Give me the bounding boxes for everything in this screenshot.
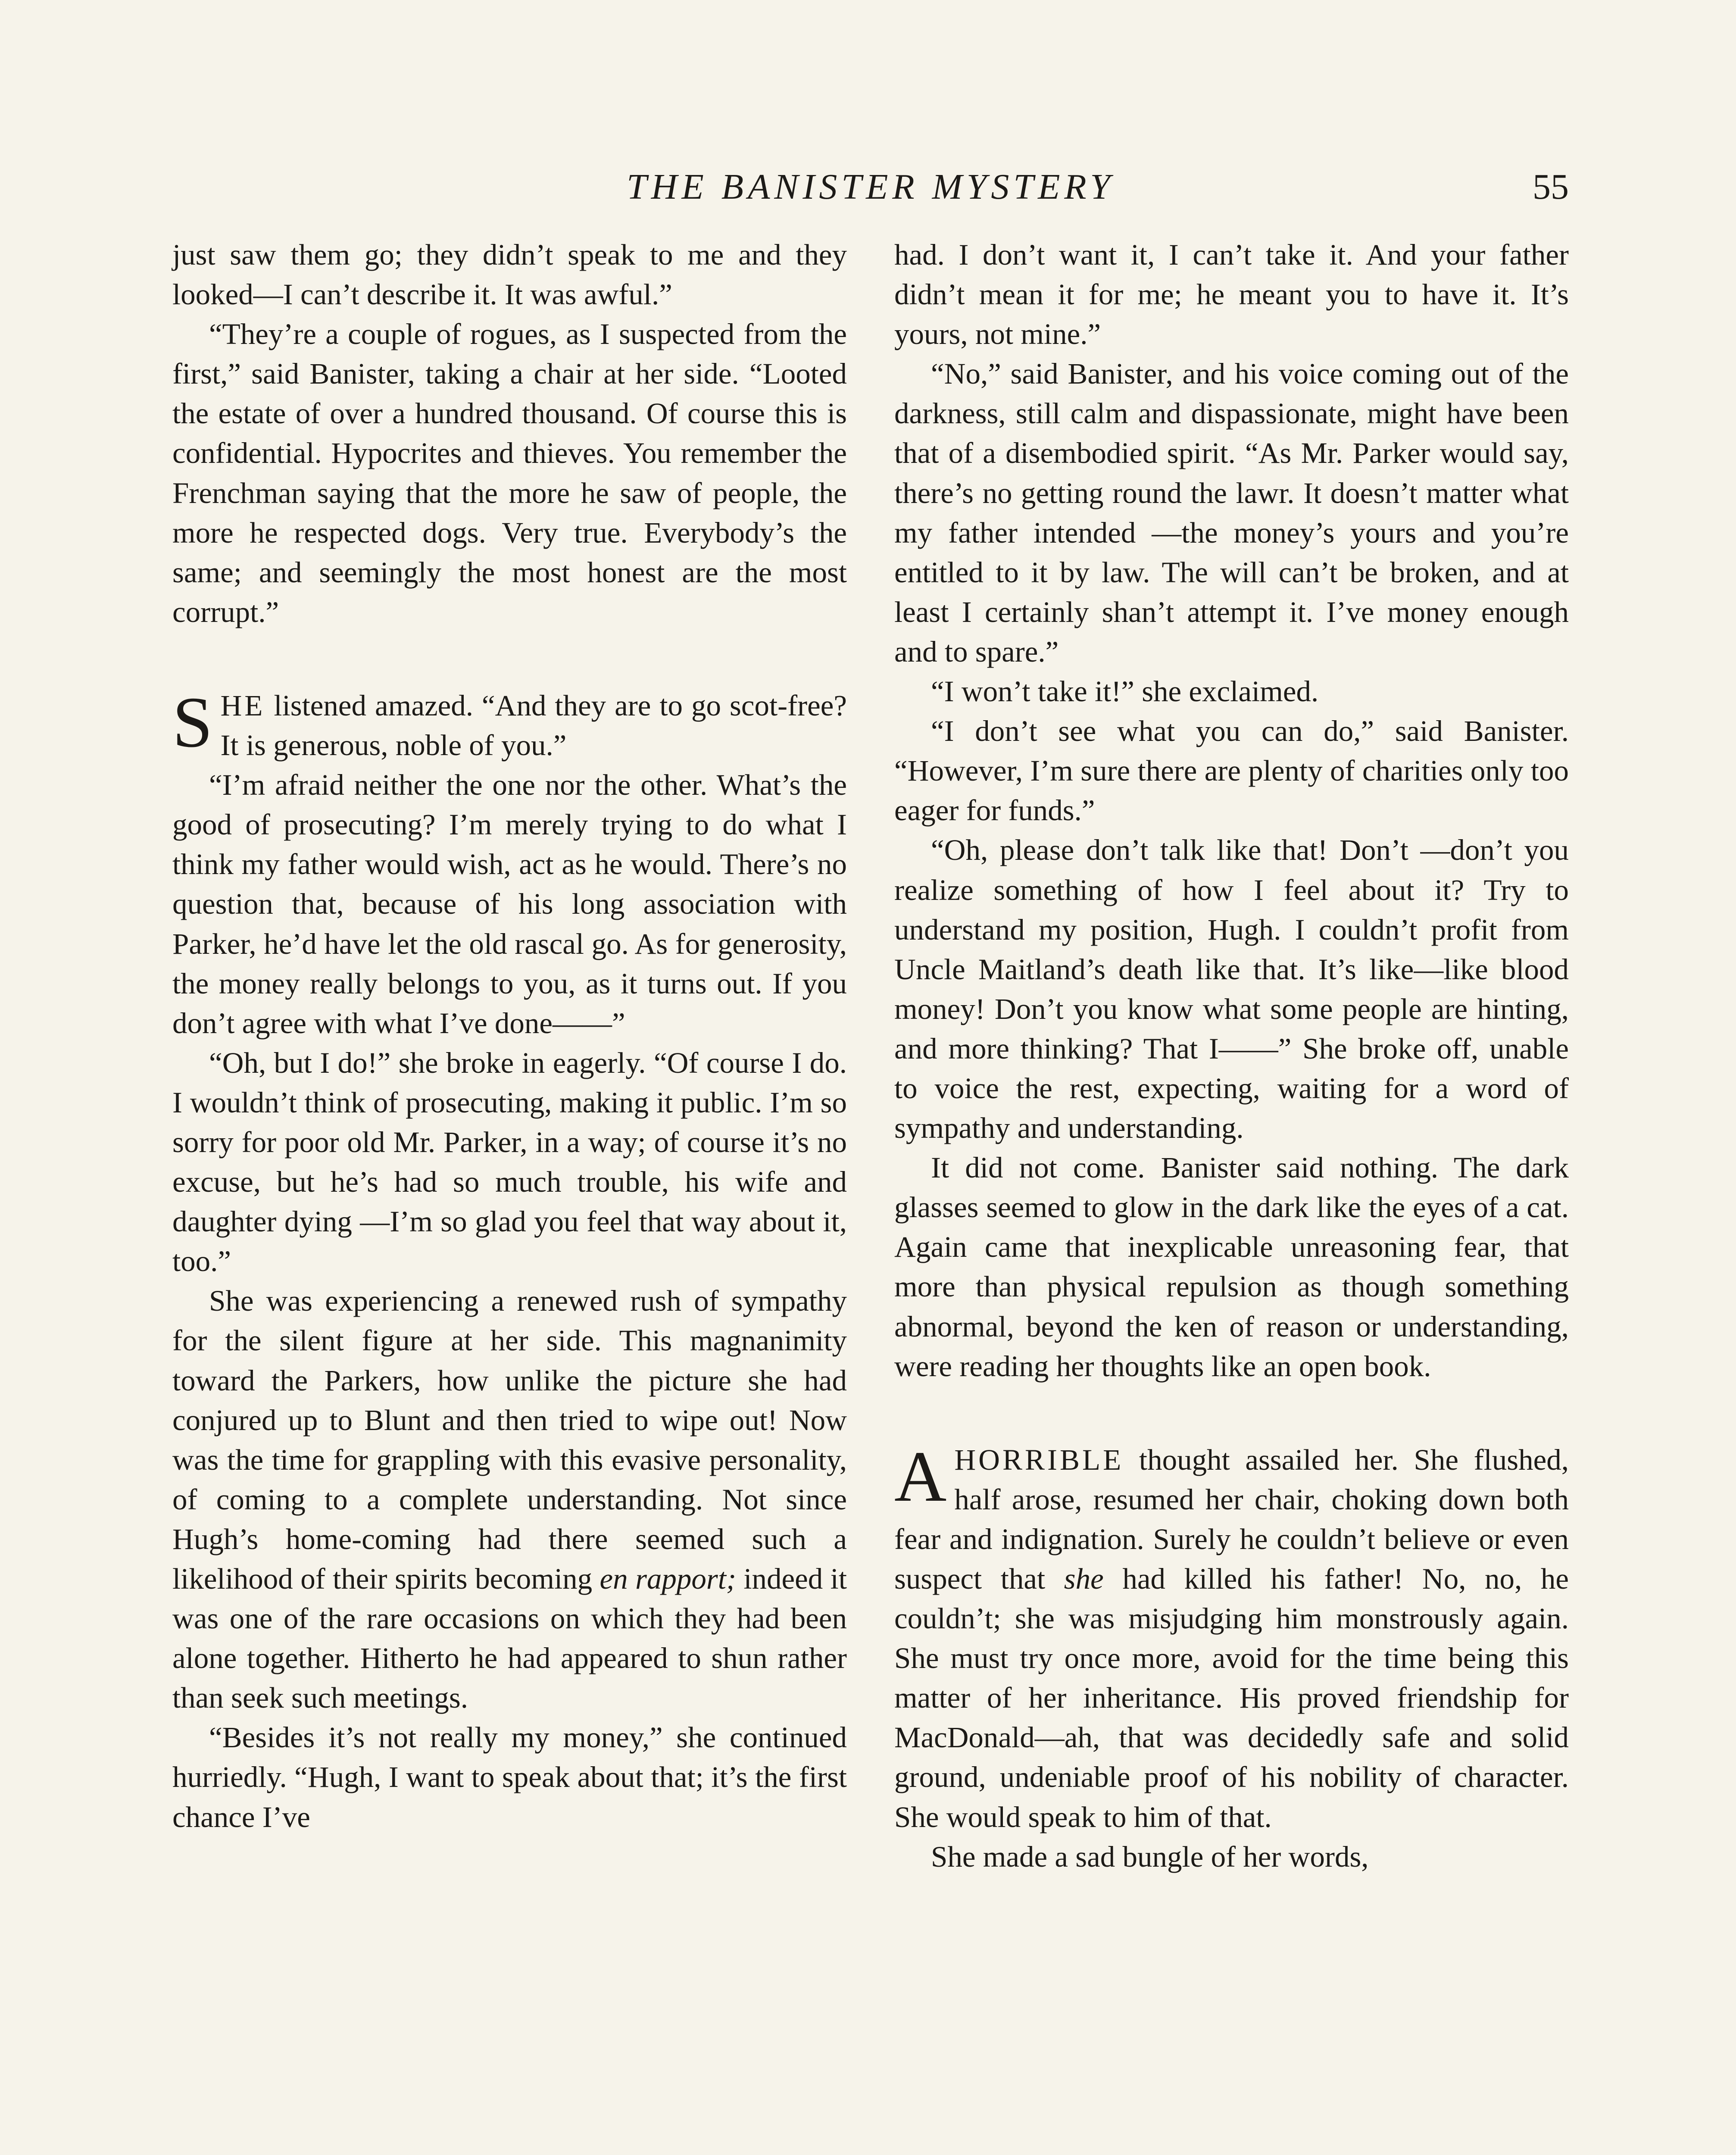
- paragraph-dropcap: [894, 1436, 1569, 1837]
- paragraph: “No,” said Banister, and his voice coming out of the darkness, still calm and dispassionate, might have been that of a disembodied spirit. “As Mr. Parker would say, there’s no getting round the lawr. It doesn’t matter what my father intended —the money’s yours and you’re entitled to it by law. The will can’t be broken, and at least I certainly shan’t attempt it. I’ve money enough and to spare.”: [894, 357, 1569, 668]
- small-caps-lead: HE: [220, 689, 265, 722]
- paragraph: “I don’t see what you can do,” said Banister. “However, I’m sure there are plenty of charities only too eager for funds.”: [894, 715, 1569, 827]
- italic-word: she: [1064, 1562, 1104, 1595]
- paragraph: “Oh, but I do!” she broke in eagerly. “Of course I do. I wouldn’t think of prosecuting, making it public. I’m so sorry for poor old Mr. Parker, in a way; of course it’s no excuse, but he’s had so much trouble, his wife and daughter dying —I’m so glad you feel that way about it, too.”: [172, 1046, 847, 1278]
- paragraph: “I won’t take it!” she exclaimed.: [931, 675, 1319, 708]
- paragraph-dropcap: [172, 682, 847, 765]
- paragraph-text: indeed it was one of the rare occasions on which they had been alone together. Hitherto he had appeared to shun rather than seek such meetings.: [172, 1562, 847, 1715]
- paragraph-text: She was experiencing a renewed rush of sympathy for the silent figure at her side. This magnanimity toward the Parkers, how unlike the picture she had conjured up to Blunt and then tried to wipe out! Now was the time for grappling with this evasive personality, of coming to a complete understanding. Not since Hugh’s home-coming had there seemed such a likelihood of their spirits becoming: [172, 1284, 847, 1595]
- paragraph-text: listened amazed. “And they are to go scot-free? It is generous, noble of you.”: [220, 689, 847, 762]
- paragraph: “Oh, please don’t talk like that! Don’t —don’t you realize something of how I feel about it? Try to understand my position, Hugh. I couldn’t profit from Uncle Maitland’s death like that. It’s like—like blood money! Don’t you know what some people are hinting, and more thinking? That I——” She broke off, unable to voice the rest, expecting, waiting for a word of sympathy and understanding.: [894, 834, 1569, 1145]
- paragraph: She made a sad bungle of her words,: [931, 1840, 1369, 1873]
- paragraph-text: thought assailed her. She flushed, half arose, resumed her chair, choking down both fear and indignation. Surely he couldn’t believe or even suspect that: [894, 1443, 1569, 1595]
- paragraph: just saw them go; they didn’t speak to me and they looked—I can’t describe it. It was awful.”: [172, 238, 847, 311]
- paragraph-text: had killed his father! No, no, he couldn’t; she was misjudging him monstrously again. She must try once more, avoid for the time being this matter of her inheritance. His proved friendship for MacDonald—ah, that was decidedly safe and solid ground, undeniable proof of his nobility of character. She would speak to him of that.: [894, 1562, 1569, 1833]
- paragraph: “Besides it’s not really my money,” she continued hurriedly. “Hugh, I want to speak about that; it’s the first chance I’ve: [172, 1721, 847, 1833]
- paragraph: It did not come. Banister said nothing. The dark glasses seemed to glow in the dark like the eyes of a cat. Again came that inexplicable unreasoning fear, that more than physical repulsion as though something abnormal, beyond the ken of reason or understanding, were reading her thoughts like an open book.: [894, 1151, 1569, 1383]
- page-number: 55: [1533, 167, 1569, 207]
- italic-phrase: en rapport;: [599, 1562, 736, 1595]
- paragraph: had. I don’t want it, I can’t take it. And your father didn’t mean it for me; he meant you to have it. It’s yours, not mine.”: [894, 238, 1569, 351]
- drop-cap: A: [894, 1436, 947, 1517]
- paragraph: “I’m afraid neither the one nor the other. What’s the good of prosecuting? I’m merely trying to do what I think my father would wish, act as he would. There’s no question that, because of his long association with Parker, he’d have let the old rascal go. As for generosity, the money really belongs to you, as it turns out. If you don’t agree with what I’ve done——”: [172, 768, 847, 1040]
- left-column: [172, 235, 847, 1837]
- running-header: [172, 166, 1569, 218]
- paragraph: “They’re a couple of rogues, as I suspected from the first,” said Banister, taking a chair at her side. “Looted the estate of over a hundred thousand. Of course this is confidential. Hypocrites and thieves. You remember the Frenchman saying that the more he saw of people, the more he respected dogs. Very true. Everybody’s the same; and seemingly the most honest are the most corrupt.”: [172, 318, 847, 628]
- right-column: [894, 235, 1569, 1877]
- drop-cap: S: [172, 682, 213, 762]
- paragraph: [172, 1281, 847, 1718]
- running-title: THE BANISTER MYSTERY: [627, 167, 1115, 207]
- small-caps-lead: HORRIBLE: [954, 1443, 1124, 1476]
